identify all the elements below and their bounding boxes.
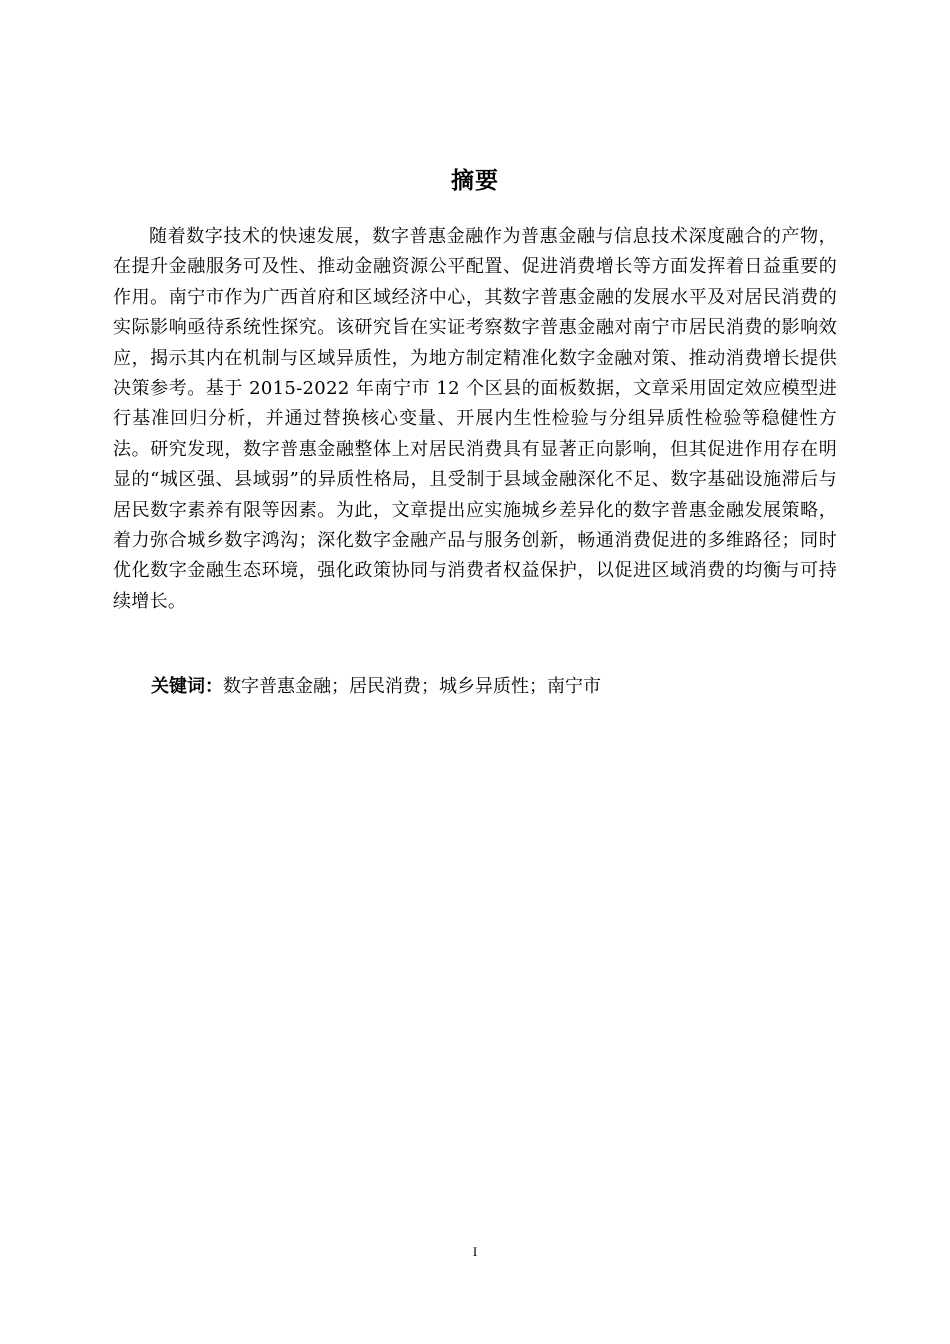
page-number: I: [472, 1244, 478, 1259]
keywords-label: 关键词：: [151, 676, 223, 697]
keywords-line: [151, 672, 837, 702]
page-title: 摘要: [451, 168, 499, 194]
keywords-text: 数字普惠金融；居民消费；城乡异质性；南宁市: [223, 676, 601, 697]
abstract-paragraph: 随着数字技术的快速发展，数字普惠金融作为普惠金融与信息技术深度融合的产物，在提升金融服务可及性、推动金融资源公平配置、促进消费增长等方面发挥着日益重要的作用。南宁市作为广西首府和区域经济中心，其数字普惠金融的发展水平及对居民消费的实际影响亟待系统性探究。该研究旨在实证考察数字普惠金融对南宁市居民消费的影响效应，揭示其内在机制与区域异质性，为地方制定精准化数字金融对策、推动消费增长提供决策参考。基于 2015-2022 年南宁市 12 个区县的面板数据，文章采用固定效应模型进行基准回归分析，并通过替换核心变量、开展内生性检验与分组异质性检验等稳健性方法。研究发现，数字普惠金融整体上对居民消费具有显著正向影响，但其促进作用存在明显的“城区强、县域弱”的异质性格局，且受制于县域金融深化不足、数字基础设施滞后与居民数字素养有限等因素。为此，文章提出应实施城乡差异化的数字普惠金融发展策略，着力弥合城乡数字鸿沟；深化数字金融产品与服务创新，畅通消费促进的多维路径；同时优化数字金融生态环境，强化政策协同与消费者权益保护，以促进区域消费的均衡与可持续增长。: [113, 226, 837, 612]
